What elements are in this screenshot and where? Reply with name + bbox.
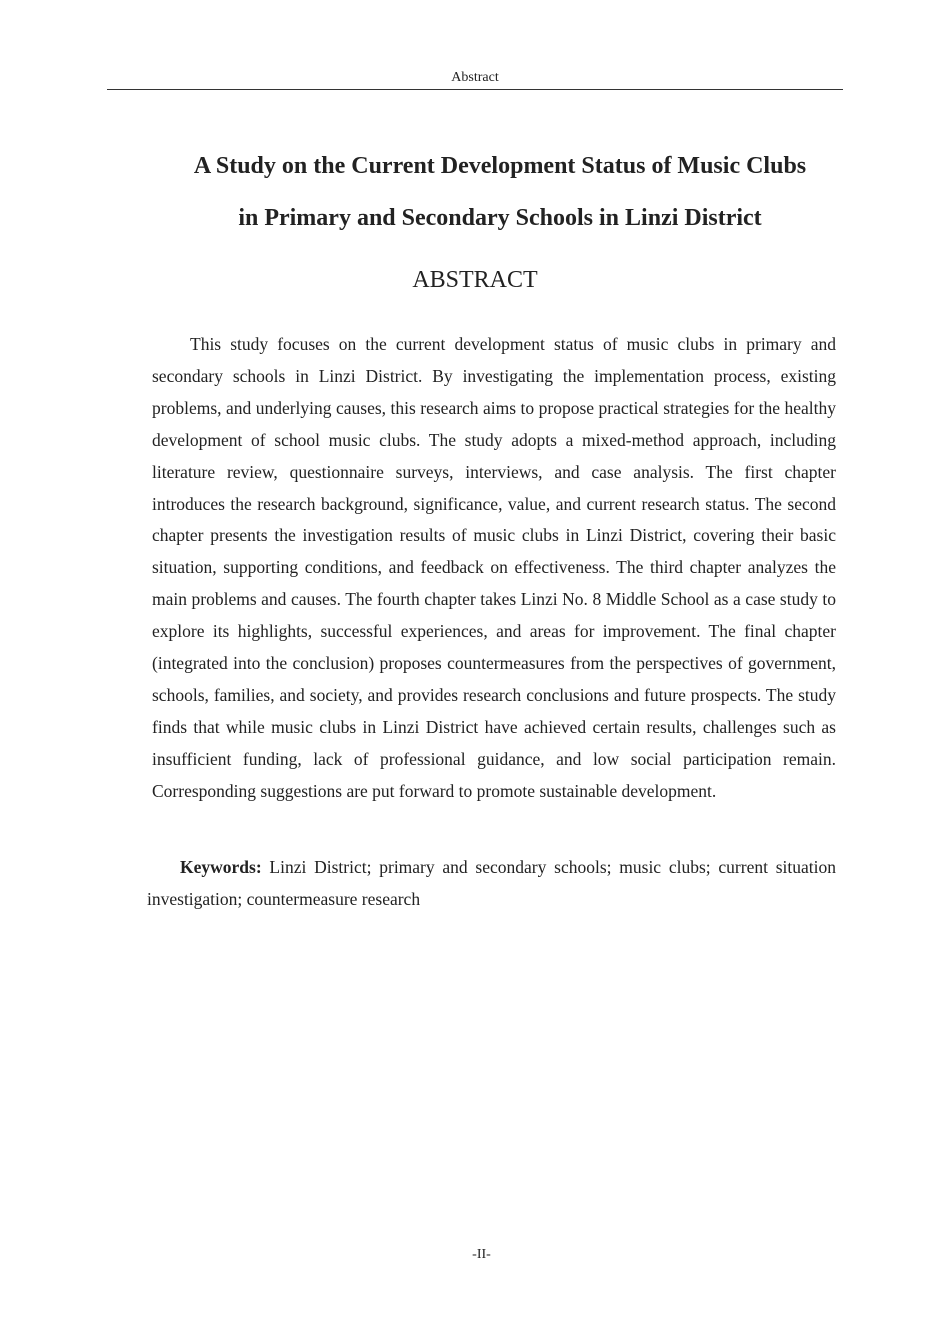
- keywords-paragraph: [147, 852, 836, 916]
- running-header: [107, 68, 843, 90]
- thesis-title: [100, 140, 900, 244]
- keywords-label: Keywords:: [180, 857, 262, 877]
- abstract-paragraph: This study focuses on the current development status of music clubs in primary and secondary schools in Linzi District. By investigating the implementation process, existing problems, and underlying causes, this research aims to propose practical strategies for the healthy development of school music clubs. The study adopts a mixed-method approach, including literature review, questionnaire surveys, interviews, and case analysis. The first chapter introduces the research background, significance, value, and current research status. The second chapter presents the investigation results of music clubs in Linzi District, covering their basic situation, supporting conditions, and feedback on effectiveness. The third chapter analyzes the main problems and causes. The fourth chapter takes Linzi No. 8 Middle School as a case study to explore its highlights, successful experiences, and areas for improvement. The final chapter (integrated into the conclusion) proposes countermeasures from the perspectives of government, schools, families, and society, and provides research conclusions and future prospects. The study finds that while music clubs in Linzi District have achieved certain results, challenges such as insufficient funding, lack of professional guidance, and low social participation remain. Corresponding suggestions are put forward to promote sustainable development.: [152, 334, 836, 801]
- keywords-list: Linzi District; primary and secondary schools; music clubs; current situation investigation; countermeasure research: [147, 857, 836, 909]
- running-header-title: Abstract: [451, 70, 499, 85]
- page-number: -II-: [472, 1247, 491, 1262]
- thesis-title-line-1: A Study on the Current Development Status of Music Clubs: [193, 153, 807, 179]
- abstract-heading: ABSTRACT: [412, 267, 538, 293]
- thesis-title-line-2: in Primary and Secondary Schools in Linzi District: [238, 205, 762, 231]
